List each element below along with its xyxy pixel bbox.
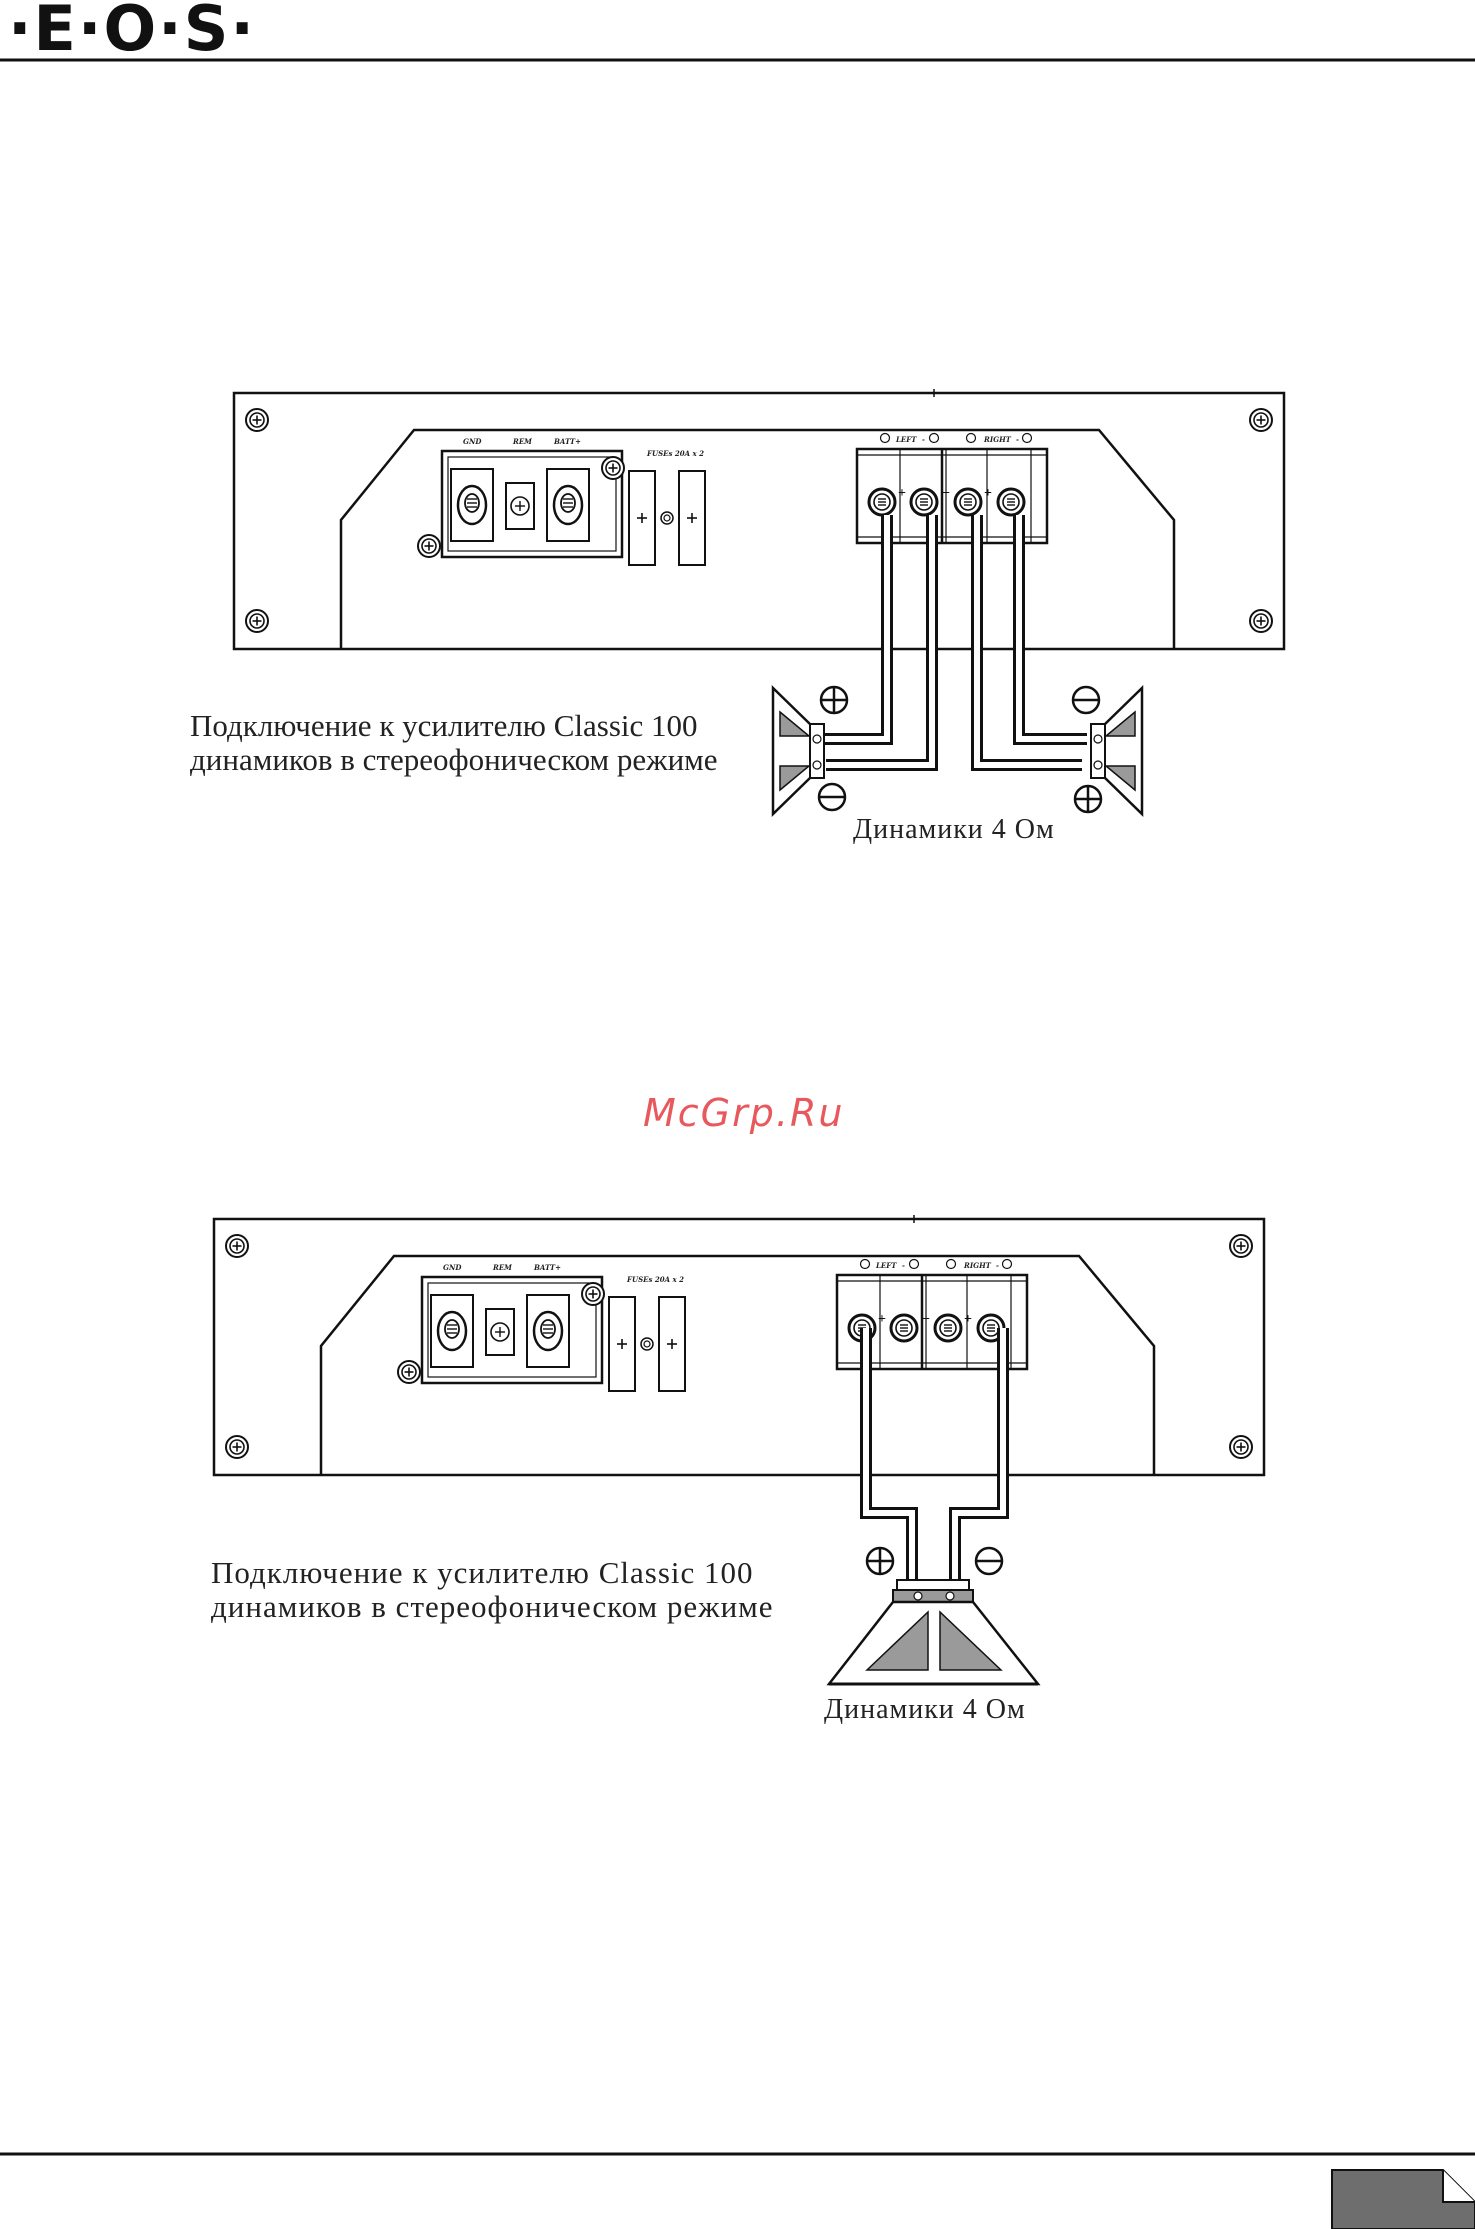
logo-text: ·E·O·S· — [8, 0, 256, 65]
term-plus-2b: + — [964, 1312, 972, 1327]
caption-1 — [190, 709, 718, 777]
label-right-2: RIGHT — [964, 1261, 991, 1270]
label-left-2: LEFT — [876, 1261, 897, 1270]
term-plus-2a: + — [878, 1312, 886, 1327]
page-corner-fold — [1443, 2170, 1475, 2202]
label-rem-1: REM — [513, 437, 532, 446]
label-minus-right-2: - — [996, 1261, 999, 1270]
label-left-1: LEFT — [896, 435, 917, 444]
caption-2-line2: динамиков в стереофоническом режиме — [211, 1589, 774, 1624]
label-right-1: RIGHT — [984, 435, 1011, 444]
caption-2-line1: Подключение к усилителю Classic 100 — [211, 1555, 754, 1590]
polarity-minus-right-1 — [1073, 687, 1099, 713]
header-logo — [8, 0, 256, 65]
watermark: McGrp.Ru — [643, 1091, 845, 1135]
label-gnd-2: GND — [443, 1263, 462, 1272]
polarity-minus-2 — [976, 1548, 1002, 1574]
caption-1-line1: Подключение к усилителю Classic 100 — [190, 708, 698, 743]
label-gnd-1: GND — [463, 437, 482, 446]
speaker-label-1: Динамики 4 Ом — [853, 814, 1055, 845]
term-plus-1a: + — [898, 486, 906, 501]
speaker-label-2: Динамики 4 Ом — [824, 1694, 1026, 1725]
label-minus-right-1: - — [1016, 435, 1019, 444]
label-batt-2: BATT+ — [534, 1263, 561, 1272]
amplifier-panel-1 — [234, 389, 1284, 649]
label-batt-1: BATT+ — [554, 437, 581, 446]
label-rem-2: REM — [493, 1263, 512, 1272]
caption-1-line2: динамиков в стереофоническом режиме — [190, 742, 718, 777]
label-minus-left-2: - — [902, 1261, 905, 1270]
speaker-left-1 — [773, 688, 824, 814]
polarity-plus-left-1 — [821, 687, 847, 713]
polarity-plus-right-1 — [1075, 786, 1101, 812]
label-fuses-1: FUSEs 20A x 2 — [647, 449, 704, 458]
label-fuses-2: FUSEs 20A x 2 — [627, 1275, 684, 1284]
amplifier-panel-2 — [214, 1215, 1264, 1475]
term-plus-1b: + — [984, 486, 992, 501]
term-plus-2c: + — [922, 1312, 930, 1327]
caption-2 — [211, 1556, 774, 1624]
label-minus-left-1: - — [922, 435, 925, 444]
polarity-plus-2 — [867, 1548, 893, 1574]
term-plus-1c: + — [942, 486, 950, 501]
polarity-minus-left-1 — [819, 784, 845, 810]
speaker-2 — [829, 1580, 1038, 1684]
